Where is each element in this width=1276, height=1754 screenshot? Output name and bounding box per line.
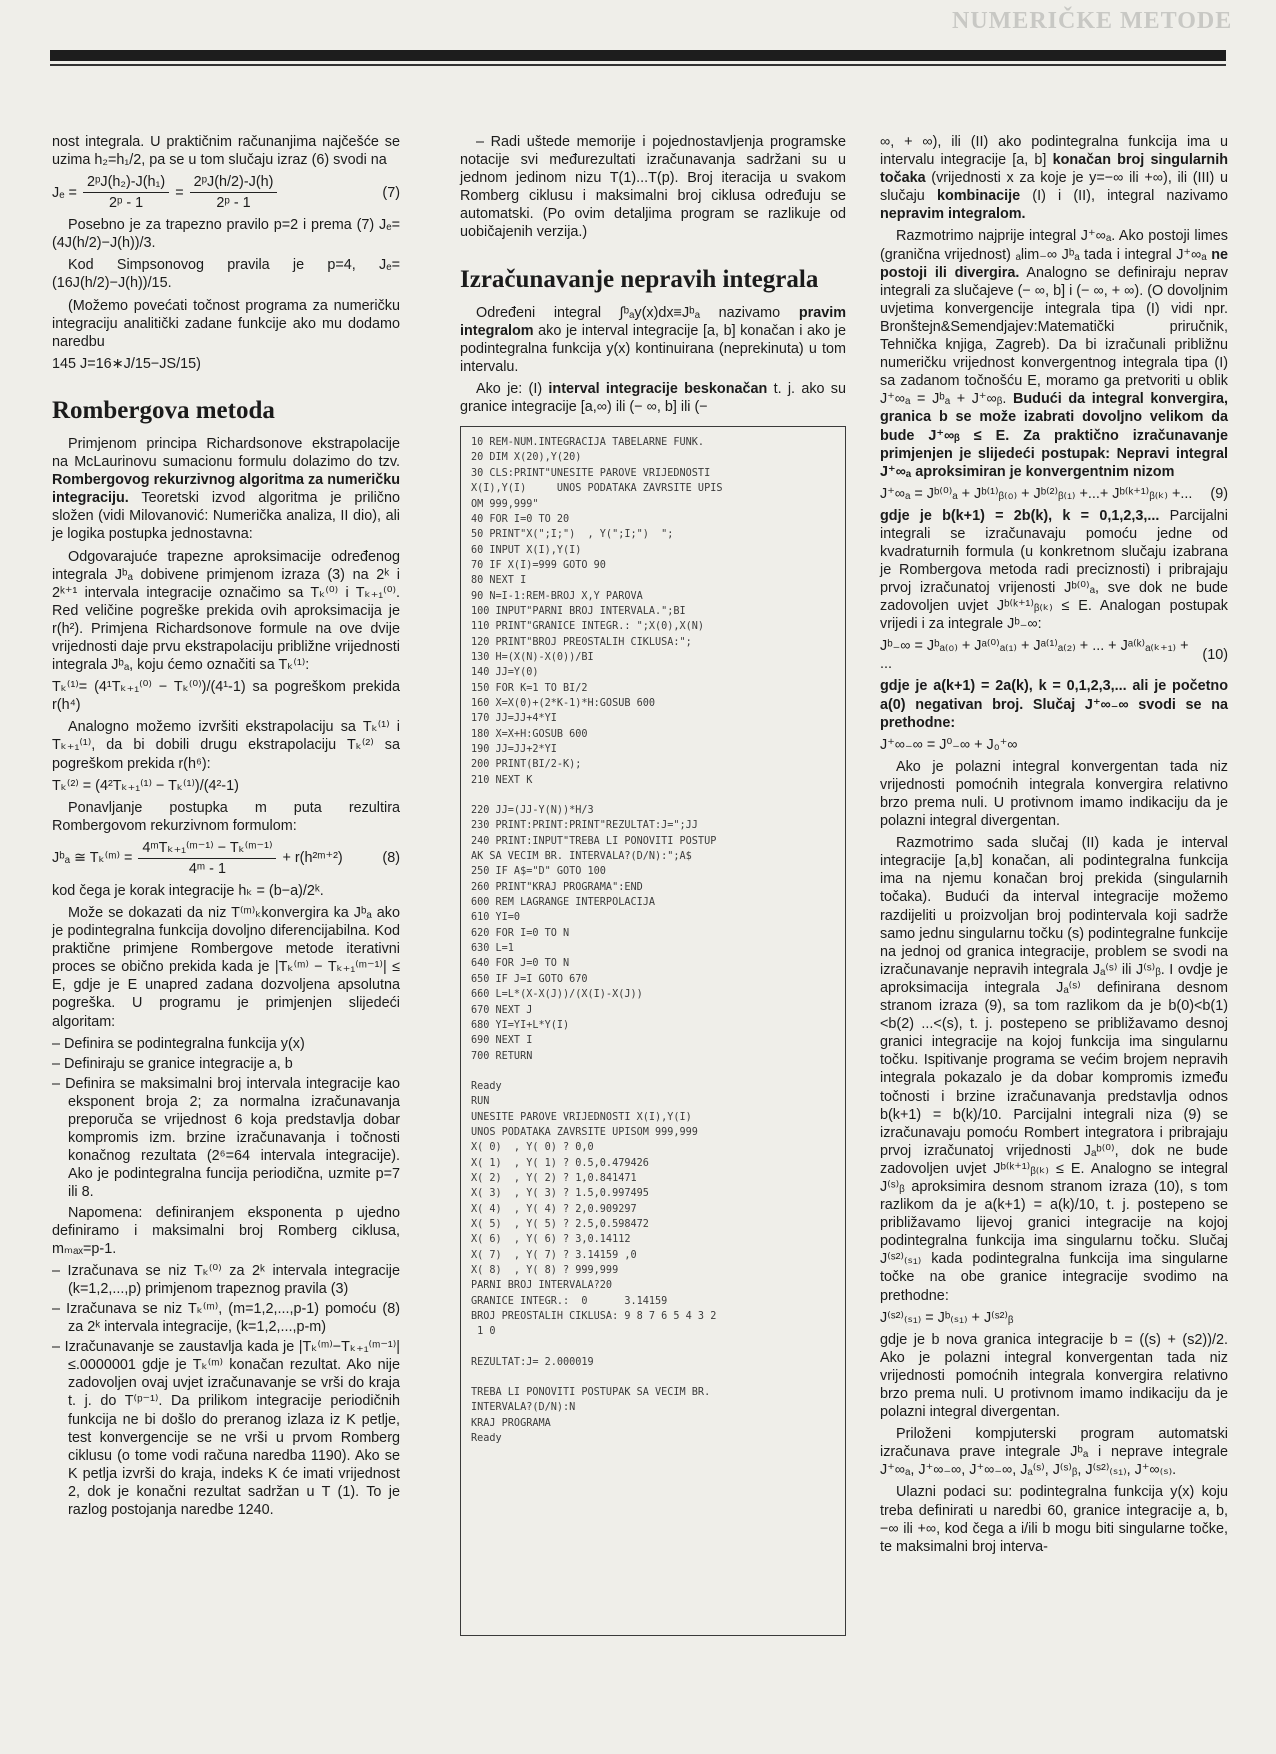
paragraph-dokazati: Može se dokazati da niz T⁽ᵐ⁾ₖkonvergira ka Jᵇₐ ako je podintegralna funkcija dovoljno diferencijabilna. Kod praktične primjene Rombergove metode iterativni proces se obično prekida kada je |Tₖ⁽ᵐ⁾ − Tₖ₊₁⁽ᵐ⁻¹⁾| ≤ E, gdje je E unapred zadana dozvoljena apsolutna pogreška. U programu je primjenjen slijedeći algoritam: <box>52 905 400 1030</box>
listing-line: 30 CLS:PRINT"UNESITE PAROVE VRIJEDNOSTI <box>471 467 711 479</box>
paragraph-intro: nost integrala. U praktičnim računanjima najčešće se uzima h₂=h₁/2, pa se u tom slučaju izraz (6) svodi na <box>52 134 400 169</box>
algo-item: – Definira se maksimalni broj intervala integracije kao eksponent broja 2; za normalna izračunavanja preporuča se vrijednost 6 koja predstavlja dobar kompromis izm. brzine izračunavanja i točnosti konačnog rezultata (2⁶=64 intervala integracije). Ako je podintegralna funcija periodična, uzmite p=7 ili 8. <box>52 1075 400 1201</box>
running-head: NUMERIČKE METODE <box>952 8 1233 34</box>
listing-line: REZULTAT:J= 2.000019 <box>471 1356 594 1368</box>
equation-t2: Tₖ⁽²⁾ = (4²Tₖ₊₁⁽¹⁾ − Tₖ⁽¹⁾)/(4²-1) <box>52 777 239 794</box>
listing-line: Ready <box>471 1433 502 1445</box>
listing-gap <box>471 1370 835 1385</box>
paragraph-mozemo: (Možemo povećati točnost programa za numeričku integraciju analitički zadane funkcije ako mu dodamo naredbu <box>52 297 400 350</box>
listing-line: 650 IF J=I GOTO 670 <box>471 973 588 985</box>
listing-line: X( 2) , Y( 2) ? 1,0.841471 <box>471 1172 637 1184</box>
listing-line: 70 IF X(I)=999 GOTO 90 <box>471 559 606 571</box>
listing-line: INTERVALA?(D/N):N <box>471 1402 576 1414</box>
eq7-frac1-numerator: 2ᵖJ(h₂)-J(h₁) <box>83 173 169 193</box>
eq7-number: (7) <box>382 184 400 201</box>
paragraph-analogno: Analogno možemo izvršiti ekstrapolaciju sa Tₖ⁽¹⁾ i Tₖ₊₁⁽¹⁾, da bi dobili drugu ekstrapolaciju Tₖ⁽²⁾ sa pogreškom prekida r(h⁶): <box>52 719 400 772</box>
listing-line: X( 5) , Y( 5) ? 2.5,0.598472 <box>471 1218 649 1230</box>
equation-t1: Tₖ⁽¹⁾= (4¹Tₖ₊₁⁽⁰⁾ − Tₖ⁽⁰⁾)/(4¹-1) sa pogreškom prekida r(h⁴) <box>52 679 400 714</box>
listing-line: AK SA VECIM BR. INTERVALA?(D/N):";A$ <box>471 851 692 863</box>
listing-line: 90 N=I-1:REM-BROJ X,Y PAROVA <box>471 590 643 602</box>
richardson-bold: Rombergovog rekurzivnog algoritma za numeričku integraciju. <box>52 472 400 507</box>
listing-line: PARNI BROJ INTERVALA?20 <box>471 1280 613 1292</box>
eq8-fraction <box>138 839 276 878</box>
cont-bold-3: nepravim integralom. <box>880 206 1026 223</box>
listing-line: UNESITE PAROVE VRIJEDNOSTI X(I),Y(I) <box>471 1111 692 1123</box>
paragraph-gdje-b: gdje je b nova granica integracije b = ((s) + (s2))/2. Ako je polazni integral konvergentan tada niz vrijednosti pomoćnih integrala konvergira relativno brzo prema nuli. U protivnom imamo indikaciju da je polazni integral divergentan. <box>880 1331 1228 1421</box>
paragraph-prilozeni: Priloženi kompjuterski program automatski izračunava prave integrale Jᵇₐ i neprave integrale J⁺∞ₐ, J⁺∞₋∞, J⁺∞₋∞, Jₐ⁽ˢ⁾, J⁽ˢ⁾ᵦ, J⁽ˢ²⁾₍ₛ₁₎, J⁺∞₍ₛ₎. <box>880 1426 1228 1479</box>
listing-line: 260 PRINT"KRAJ PROGRAMA":END <box>471 881 643 893</box>
listing-line: X( 7) , Y( 7) ? 3.14159 ,0 <box>471 1249 637 1261</box>
listing-line: 210 NEXT K <box>471 774 533 786</box>
listing-line: 610 YI=0 <box>471 912 521 924</box>
program-listing <box>460 426 846 1636</box>
equation-9 <box>880 485 1228 503</box>
listing-line: 1 0 <box>471 1326 496 1338</box>
listing-line: TREBA LI PONOVITI POSTUPAK SA VECIM BR. <box>471 1387 711 1399</box>
eq9-text: J⁺∞ₐ = Jᵇ⁽⁰⁾ₐ + Jᵇ⁽¹⁾ᵦ₍₀₎ + Jᵇ⁽²⁾ᵦ₍₁₎ +...+ Jᵇ⁽ᵏ⁺¹⁾ᵦ₍ₖ₎ +... <box>880 485 1193 502</box>
eq7-fraction-1 <box>83 173 169 212</box>
eq7-frac2-denominator: 2ᵖ - 1 <box>216 195 251 212</box>
listing-line: 630 L=1 <box>471 943 514 955</box>
header-rule-thin <box>50 64 1226 66</box>
paragraph-simpson: Kod Simpsonovog pravila je p=4, Jₑ=(16J(h/2)−J(h))/15. <box>52 257 400 292</box>
paragraph-richardson <box>52 435 400 544</box>
paragraph-ako-je <box>460 380 846 416</box>
listing-line: 620 FOR I=0 TO N <box>471 927 570 939</box>
ako-bold: interval integracije beskonačan <box>548 380 768 397</box>
paragraph-gdje9 <box>880 507 1228 634</box>
listing-line: 240 PRINT:INPUT"TREBA LI PONOVITI POSTUP <box>471 835 717 847</box>
eq8-numerator: 4ᵐTₖ₊₁⁽ᵐ⁻¹⁾ − Tₖ⁽ᵐ⁻¹⁾ <box>138 839 276 859</box>
listing-line: X( 0) , Y( 0) ? 0,0 <box>471 1142 594 1154</box>
paragraph-odredeni <box>460 304 846 376</box>
eq7-equals: = <box>175 184 184 201</box>
section-heading-romberg: Rombergova metoda <box>52 396 275 424</box>
eq7-frac1-denominator: 2ᵖ - 1 <box>108 195 144 212</box>
listing-line: 200 PRINT(BI/2-K); <box>471 759 582 771</box>
richardson-tail: Teoretski izvod algoritma je prilično složen (vidi Milovanović: Numerička analiza, II dio), ali je logika postupka jednostavna: <box>52 490 400 543</box>
listing-line: 220 JJ=(JJ-Y(N))*H/3 <box>471 805 594 817</box>
paragraph-odgovarajuce: Odgovarajuće trapezne aproksimacije određenog integrala Jᵇₐ dobivene primjenom izraza (3) na 2ᵏ i 2ᵏ⁺¹ intervala integracije označimo sa Tₖ⁽⁰⁾ i Tₖ₊₁⁽⁰⁾. Red veličine pogreške prekida ovih aproksimacija je r(h²). Primjena Richardsonove formule na ove dvije vrijednosti daje prvu ekstrapolaciju približne vrijednosti integrala Jᵇₐ, koju ćemo označiti sa Tₖ⁽¹⁾: <box>52 548 400 674</box>
listing-line: 700 RETURN <box>471 1050 533 1062</box>
listing-line: 110 PRINT"GRANICE INTEGR.: ";X(0),X(N) <box>471 621 705 633</box>
equation-8 <box>52 839 400 878</box>
paragraph-razmotrimo2: Razmotrimo sada slučaj (II) kada je interval integracije [a,b] konačan, ali podintegralna funkcija ima na njemu konačan broj prekida (singularnih točaka). Budući da interval integracije možemo razdijeliti u proizvoljan broj podintervala koji sadrže samo jednu singularnu točku (s) podintegralne funkcije na jednoj od granica integracije, problem se svodi na izračunavanje nepravih integrala Jₐ⁽ˢ⁾ ili J⁽ˢ⁾ᵦ. I ovdje je aproksimacija integrala Jₐ⁽ˢ⁾ definirana desnom stranom izraza (9), sa tom razlikom da je b(0)<b(1)<b(2) ...<(s), t. j. postepeno se približavamo desnoj granici integracije na kojoj funkcija ima singularnu točku. Ispitivanje programa se većim brojem nepravih integrala pokazalo je da dobar kompromis između točnosti i brzine izračunavanja predstavlja odnos b(k+1) = b(k)/10. Parcijalni integrali niza (9) se izračunavaju pomoću Rombert integratora i pribrajaju prvoj izračunatoj vrijednosti Jₐᵇ⁽⁰⁾, dok ne bude zadovoljen uvjet Jᵇ⁽ᵏ⁺¹⁾ᵦ₍ₖ₎ ≤ E. Analogno se integral J⁽ˢ⁾ᵦ aproksimira desnom stranom izraza (10), s tom razlikom da je a(k+1) = a(k)/10, t. j. postepeno se približavamo lijevoj granici integracije na kojoj podintegralna funkcija ima singularnu točku. Slučaj J⁽ˢ²⁾₍ₛ₁₎ kada podintegralna funkcija ima singularne točke na obe granice integracije svodimo na prethodne: <box>880 835 1228 1304</box>
listing-line: 160 X=X(0)+(2*K-1)*H:GOSUB 600 <box>471 697 656 709</box>
algo-item: – Definira se podintegralna funkcija y(x) <box>52 1035 305 1052</box>
razmotrimo-bold: ne postoji ili divergira. <box>880 246 1228 281</box>
listing-line: 690 NEXT I <box>471 1035 533 1047</box>
razmotrimo-tail: Analogno se definiraju neprav integrali za slučajeve (− ∞, b] i (− ∞, + ∞). (O dovoljnim uvjetima konvergencije integrala tipa (I) vidi npr. Bronštejn&Semendjajev:Matematički priručnik, Tehnička knjiga, Zagreb). Da bi izračunali približnu numeričku vrijednost konvergentnog integrala tipa (I) sa zadanom točnošću E, moramo ga pretvoriti u oblik J⁺∞ₐ = Jᵇₐ + J⁺∞ᵦ. <box>880 264 1228 408</box>
cont-bold-2: kombinacije <box>936 188 1021 205</box>
column-middle <box>460 133 846 1636</box>
listing-line: 670 NEXT J <box>471 1004 533 1016</box>
cont-text-2: (vrijednosti x za koje je y=−∞ ili +∞), ili (III) u slučaju <box>880 170 1228 205</box>
eq7-frac2-numerator: 2ᵖJ(h/2)-J(h) <box>190 173 278 193</box>
cont-text-1: ∞, + ∞), ili (II) ako podintegralna funkcija ima u intervalu integracije [a, b] <box>880 134 1228 169</box>
listing-line: 80 NEXT I <box>471 575 527 587</box>
eq7-fraction-2 <box>190 173 278 212</box>
cont-text-3: (I) i (II), integral nazivamo <box>1032 188 1229 205</box>
header-rule-thick <box>50 50 1226 61</box>
eq9-number: (9) <box>1210 485 1228 502</box>
paragraph-ponavljanje: Ponavljanje postupka m puta rezultira Rombergovom rekurzivnom formulom: <box>52 799 400 834</box>
listing-gap <box>471 1064 835 1079</box>
listing-line: X( 6) , Y( 6) ? 3,0.14112 <box>471 1234 631 1246</box>
razmotrimo-text: Razmotrimo najprije integral J⁺∞ₐ. Ako postoji limes (granična vrijednost) ₐlim₋∞ Jᵇₐ tada i integral J⁺∞ₐ <box>880 228 1228 263</box>
odredeni-bold: pravim integralom <box>460 304 847 339</box>
listing-line: X( 3) , Y( 3) ? 1.5,0.997495 <box>471 1188 649 1200</box>
listing-line: 120 PRINT"BROJ PREOSTALIH CIKLUSA:"; <box>471 636 692 648</box>
eq10-number: (10) <box>1202 647 1228 664</box>
algo-item: – Definiraju se granice integracije a, b <box>52 1055 293 1072</box>
listing-line: 640 FOR J=0 TO N <box>471 958 570 970</box>
listing-line: OM 999,999" <box>471 498 539 510</box>
step-item: – Izračunavanje se zaustavlja kada je |Tₖ⁽ᵐ⁾−Tₖ₊₁⁽ᵐ⁻¹⁾|≤.0000001 gdje je Tₖ⁽ᵐ⁾ konačan rezultat. Ako nije zadovoljen ovaj uvjet izračunavanje se vrši do kraja t. j. do T⁽ᵖ⁻¹⁾. Da prilikom integracije periodičnih funkcija ne bi došlo do preranog izlaza iz K petlje, test konvergencije se ne vrši u prvom Romberg ciklusu (o tome vodi računa naredba 1190). Ako se K petlja izvrši do kraja, indeks K će imati vrijednost 2, dok je konačni rezultat sadržan u T (1). To je razlog postojanja naredbe 1240. <box>52 1339 400 1518</box>
paragraph-razmotrimo <box>880 227 1228 480</box>
listing-line: BROJ PREOSTALIH CIKLUSA: 9 8 7 6 5 4 3 2 <box>471 1311 717 1323</box>
section-heading-neprav: Izračunavanje nepravih integrala <box>460 265 819 293</box>
listing-line: 40 FOR I=0 TO 20 <box>471 513 570 525</box>
column-left <box>52 133 400 1521</box>
listing-line: 20 DIM X(20),Y(20) <box>471 452 582 464</box>
listing-line: 10 REM-NUM.INTEGRACIJA TABELARNE FUNK. <box>471 437 705 449</box>
eq8-denominator: 4ᵐ - 1 <box>188 860 226 877</box>
paragraph-naredba: 145 J=16∗J/15−JS/15) <box>52 355 201 372</box>
listing-line: KRAJ PROGRAMA <box>471 1417 551 1429</box>
paragraph-ulazni: Ulazni podaci su: podintegralna funkcija y(x) koju treba definirati u naredbi 60, granice integracije a, b, −∞ ili +∞, kod čega a i/ili b mogu biti singularne točke, te maksimalni broj interva- <box>880 1484 1228 1555</box>
ako-tail: t. j. ako su granice integracije [a,∞) ili (− ∞, b] ili (− <box>460 380 847 416</box>
listing-line: 100 INPUT"PARNI BROJ INTERVALA.";BI <box>471 605 686 617</box>
listing-line: X( 1) , Y( 1) ? 0.5,0.479426 <box>471 1157 649 1169</box>
listing-line: 190 JJ=JJ+2*YI <box>471 744 557 755</box>
listing-line: 250 IF A$="D" GOTO 100 <box>471 866 606 878</box>
richardson-text: Primjenom principa Richardsonove ekstrapolacije na McLaurinovu sumacionu formulu dolazimo do tzv. <box>52 435 400 471</box>
step-item: – Izračunava se niz Tₖ⁽⁰⁾ za 2ᵏ intervala integracije (k=1,2,...,p) primjenom trapeznog pravila (3) <box>52 1262 400 1297</box>
listing-line: 130 H=(X(N)-X(0))/BI <box>471 651 594 663</box>
ako-text: Ako je: (I) <box>476 380 543 397</box>
step-item: – Izračunava se niz Tₖ⁽ᵐ⁾, (m=1,2,...,p-1) pomoću (8) za 2ᵏ intervala integracije, (k=1,2,...,p-m) <box>52 1300 400 1336</box>
listing-line: X( 4) , Y( 4) ? 2,0.909297 <box>471 1203 637 1215</box>
listing-line: GRANICE INTEGR.: 0 3.14159 <box>471 1295 668 1307</box>
listing-line: 170 JJ=JJ+4*YI <box>471 713 557 725</box>
listing-gap <box>471 1340 835 1355</box>
listing-line: 600 REM LAGRANGE INTERPOLACIJA <box>471 897 656 909</box>
listing-line: UNOS PODATAKA ZAVRSITE UPISOM 999,999 <box>471 1126 698 1138</box>
listing-line: 680 YI=YI+L*Y(I) <box>471 1019 570 1031</box>
listing-line: 180 X=X+H:GOSUB 600 <box>471 728 588 740</box>
odredeni-text: Određeni integral ∫ᵇₐy(x)dx≡Jᵇₐ nazivamo <box>476 304 781 321</box>
listing-line: 230 PRINT:PRINT:PRINT"REZULTAT:J=";JJ <box>471 820 698 832</box>
paragraph-gdje10: gdje je a(k+1) = 2a(k), k = 0,1,2,3,... ali je početno a(0) negativan broj. Slučaj J⁺∞₋∞ svodi se na prethodne: <box>880 678 1228 731</box>
listing-line: 660 L=L*(X-X(J))/(X(I)-X(J)) <box>471 989 643 1001</box>
eq8-lhs: Jᵇₐ ≅ Tₖ⁽ᵐ⁾ = <box>52 850 133 867</box>
listing-line: X(I),Y(I) UNOS PODATAKA ZAVRSITE UPIS <box>471 483 723 495</box>
listing-line: X( 8) , Y( 8) ? 999,999 <box>471 1265 619 1276</box>
listing-line: 60 INPUT X(I),Y(I) <box>471 544 582 556</box>
odredeni-tail: ako je interval integracije [a, b] konačan i ako je podintegralna funkcija y(x) kontinuirana (neprekinuta) u tom intervalu. <box>460 322 846 375</box>
eq8-number: (8) <box>382 850 400 867</box>
listing-line: Ready <box>471 1080 502 1092</box>
listing-line: RUN <box>471 1096 490 1108</box>
listing-line: 50 PRINT"X(";I;") , Y(";I;") "; <box>471 529 674 541</box>
paragraph-continuation <box>880 133 1228 223</box>
buduci-bold: Budući da integral konvergira, granica b se može izabrati dovoljno velikom da bude J⁺∞ᵦ ≤ E. Za praktično izračunavanje primjenjen je slijedeći postupak: Nepravi integral J⁺∞ₐ aproksimiran je konvergentnim nizom <box>880 391 1228 480</box>
paragraph-korak: kod čega je korak integracije hₖ = (b−a)/2ᵏ. <box>52 882 324 899</box>
equation-7 <box>52 173 400 212</box>
equation-s: J⁽ˢ²⁾₍ₛ₁₎ = Jᵇ₍ₛ₁₎ + J⁽ˢ²⁾ᵦ <box>880 1309 1014 1326</box>
eq8-tail: + r(h²ᵐ⁺²) <box>282 850 343 867</box>
paragraph-radi: – Radi uštede memorije i pojednostavljenja programske notacije svi međurezultati izračunavanja sadržani su u jednom jedinom nizu T(1)...T(p). Broj iteracija u svakom Romberg ciklusu i maksimalni broj ciklusa određuju se automatski. (Po ovim detaljima program se razlikuje od uobičajenih verzija.) <box>460 134 846 241</box>
gdje9-tail: Parcijalni integrali se izračunavaju pomoću jedne od kvadraturnih formula (u konkretnom slučaju izabrana je Rombergova metoda radi preciznosti) i pribrajaju prvoj izračunatoj vrijenosti Jᵇ⁽⁰⁾ₐ, sve dok ne bude zadovoljen uvjet Jᵇ⁽ᵏ⁺¹⁾ᵦ₍ₖ₎ ≤ E. Analogan postupak vrijedi i za integrale Jᵇ₋∞: <box>880 507 1228 633</box>
gdje9-bold: gdje je b(k+1) = 2b(k), k = 0,1,2,3,... <box>880 507 1160 524</box>
eq10-text: Jᵇ₋∞ = Jᵇₐ₍₀₎ + Jᵃ⁽⁰⁾ₐ₍₁₎ + Jᵃ⁽¹⁾ₐ₍₂₎ + ... + Jᵃ⁽ᵏ⁾ₐ₍ₖ₊₁₎ + ... <box>880 638 1189 673</box>
paragraph-trapez: Posebno je za trapezno pravilo p=2 i prema (7) Jₑ=(4J(h/2)−J(h))/3. <box>52 217 400 252</box>
equation-sum: J⁺∞₋∞ = J⁰₋∞ + J₀⁺∞ <box>880 736 1018 753</box>
listing-line: 140 JJ=Y(0) <box>471 667 539 679</box>
cont-bold-1: konačan broj singularnih točaka <box>880 152 1229 187</box>
column-right <box>880 133 1228 1560</box>
paragraph-napomena: Napomena: definiranjem eksponenta p ujedno definiramo i maksimalni broj Romberg ciklusa, mₘₐₓ=p-1. <box>52 1204 400 1257</box>
equation-10 <box>880 637 1228 673</box>
paragraph-ako-polazni: Ako je polazni integral konvergentan tada niz vrijednosti pomoćnih integrala konvergira relativno brzo prema nuli. U protivnom imamo indikaciju da je polazni integral divergentan. <box>880 758 1228 830</box>
eq7-lhs: Jₑ = <box>52 184 77 201</box>
listing-line: 150 FOR K=1 TO BI/2 <box>471 682 588 694</box>
listing-gap <box>471 788 835 803</box>
